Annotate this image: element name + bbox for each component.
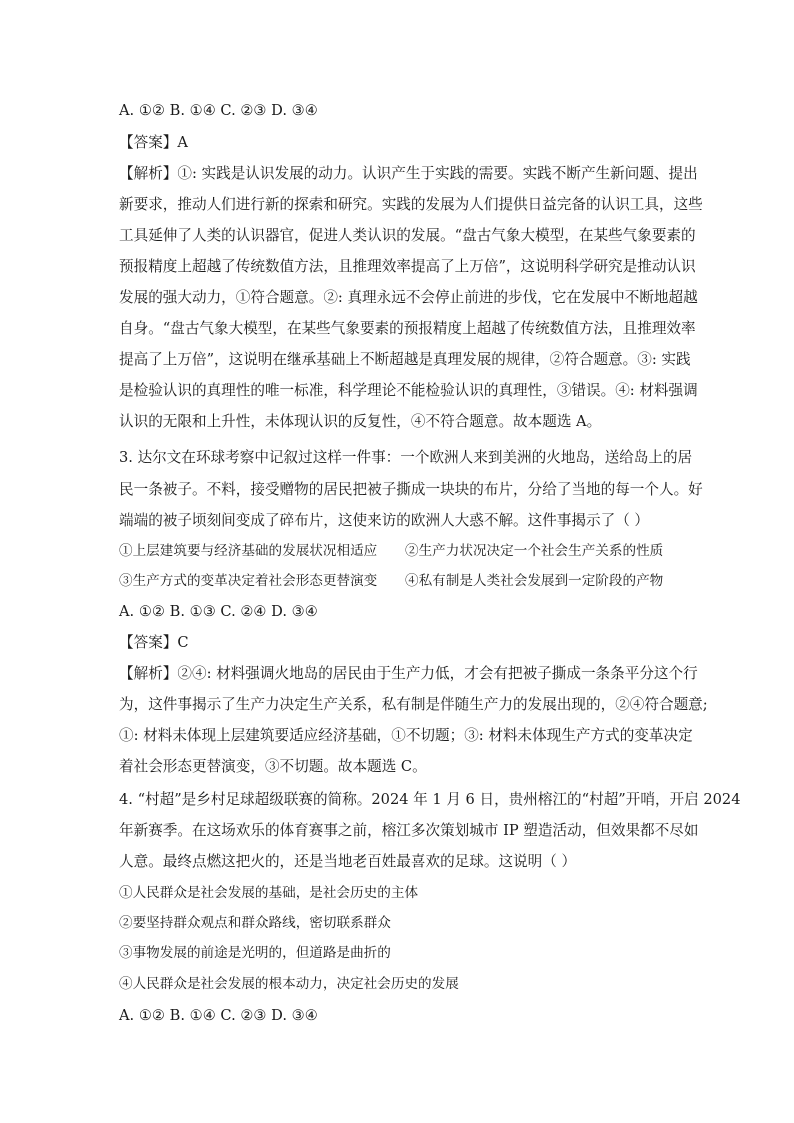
q3-stem-line: 3. 达尔文在环球考察中记叙过这样一件事：一个欧洲人来到美洲的火地岛，送给岛上的居: [119, 449, 693, 466]
q2-analysis-line: 发展的强大动力，①符合题意。②: 真理永远不会停止前进的步伐，它在发展中不断地超越: [119, 289, 698, 306]
q3-choice-1: ①上层建筑要与经济基础的发展状况相适应: [119, 543, 378, 559]
q2-analysis-line: 工具延伸了人类的认识器官，促进人类认识的发展。“盘古气象大模型，在某些气象要素的: [119, 227, 696, 244]
q3-analysis-line: 【解析】②④: 材料强调火地岛的居民由于生产力低，才会有把被子撕成一条条平分这个行: [119, 665, 698, 682]
q3-stem-line: 民一条被子。不料，接受赠物的居民把被子撕成一块块的布片，分给了当地的每一个人。好: [119, 481, 703, 498]
q3-analysis-line: 着社会形态更替演变，③不切题。故本题选 C。: [119, 758, 427, 775]
q2-analysis-line: 预报精度上超越了传统数值方法，且推理效率提高了上万倍”，这说明科学研究是推动认识: [119, 258, 696, 275]
q2-analysis-line: 是检验认识的真理性的唯一标准，科学理论不能检验认识的真理性，③错误。④: 材料强调: [119, 382, 698, 399]
q4-stem-line: 4. “村超”是乡村足球超级联赛的简称。2024 年 1 月 6 日，贵州榕江的“村超”开哨，开启 2024: [119, 791, 741, 808]
q2-analysis-line: 认识的无限和上升性，未体现认识的反复性，④不符合题意。故本题选 A。: [119, 413, 602, 430]
q4-choice-1: ①人民群众是社会发展的基础，是社会历史的主体: [119, 885, 419, 901]
q4-stem-line: 年新赛季。在这场欢乐的体育赛事之前，榕江多次策划城市 IP 塑造活动，但效果都不尽如: [119, 822, 699, 839]
q4-choice-3: ③事物发展的前途是光明的，但道路是曲折的: [119, 945, 391, 961]
q2-analysis-line: 新要求，推动人们进行新的探索和研究。实践的发展为人们提供日益完备的认识工具，这些: [119, 196, 703, 213]
q4-choice-4: ④人民群众是社会发展的根本动力，决定社会历史的发展: [119, 976, 459, 992]
q2-analysis-line: 【解析】①: 实践是认识发展的动力。认识产生于实践的需要。实践不断产生新问题、提出: [119, 165, 698, 182]
q3-analysis-line: ①: 材料未体现上层建筑要适应经济基础，①不切题；③: 材料未体现生产方式的变革决定: [119, 727, 693, 744]
q2-answer: 【答案】A: [119, 134, 188, 151]
q3-answer: 【答案】C: [119, 634, 189, 651]
q2-analysis-line: 自身。“盘古气象大模型，在某些气象要素的预报精度上超越了传统数值方法，且推理效率: [119, 320, 696, 337]
q4-choice-2: ②要坚持群众观点和群众路线，密切联系群众: [119, 915, 391, 931]
q2-options: A. ①② B. ①④ C. ②③ D. ③④: [119, 102, 318, 119]
q3-options: A. ①② B. ①③ C. ②④ D. ③④: [119, 603, 318, 620]
q4-options: A. ①② B. ①④ C. ②③ D. ③④: [119, 1007, 318, 1024]
q3-choice-3: ③生产方式的变革决定着社会形态更替演变: [119, 573, 378, 589]
q3-choice-2: ②生产力状况决定一个社会生产关系的性质: [405, 543, 664, 559]
q3-choice-4: ④私有制是人类社会发展到一定阶段的产物: [405, 573, 664, 589]
q3-stem-line: 端端的被子顷刻间变成了碎布片，这使来访的欧洲人大惑不解。这件事揭示了（ ）: [119, 512, 650, 529]
q3-analysis-line: 为，这件事揭示了生产力决定生产关系，私有制是伴随生产力的发展出现的，②④符合题意;: [119, 696, 708, 713]
q2-analysis-line: 提高了上万倍”，这说明在继承基础上不断超越是真理发展的规律，②符合题意。③: 实践: [119, 351, 691, 368]
q4-stem-line: 人意。最终点燃这把火的，还是当地老百姓最喜欢的足球。这说明（ ）: [119, 853, 577, 870]
